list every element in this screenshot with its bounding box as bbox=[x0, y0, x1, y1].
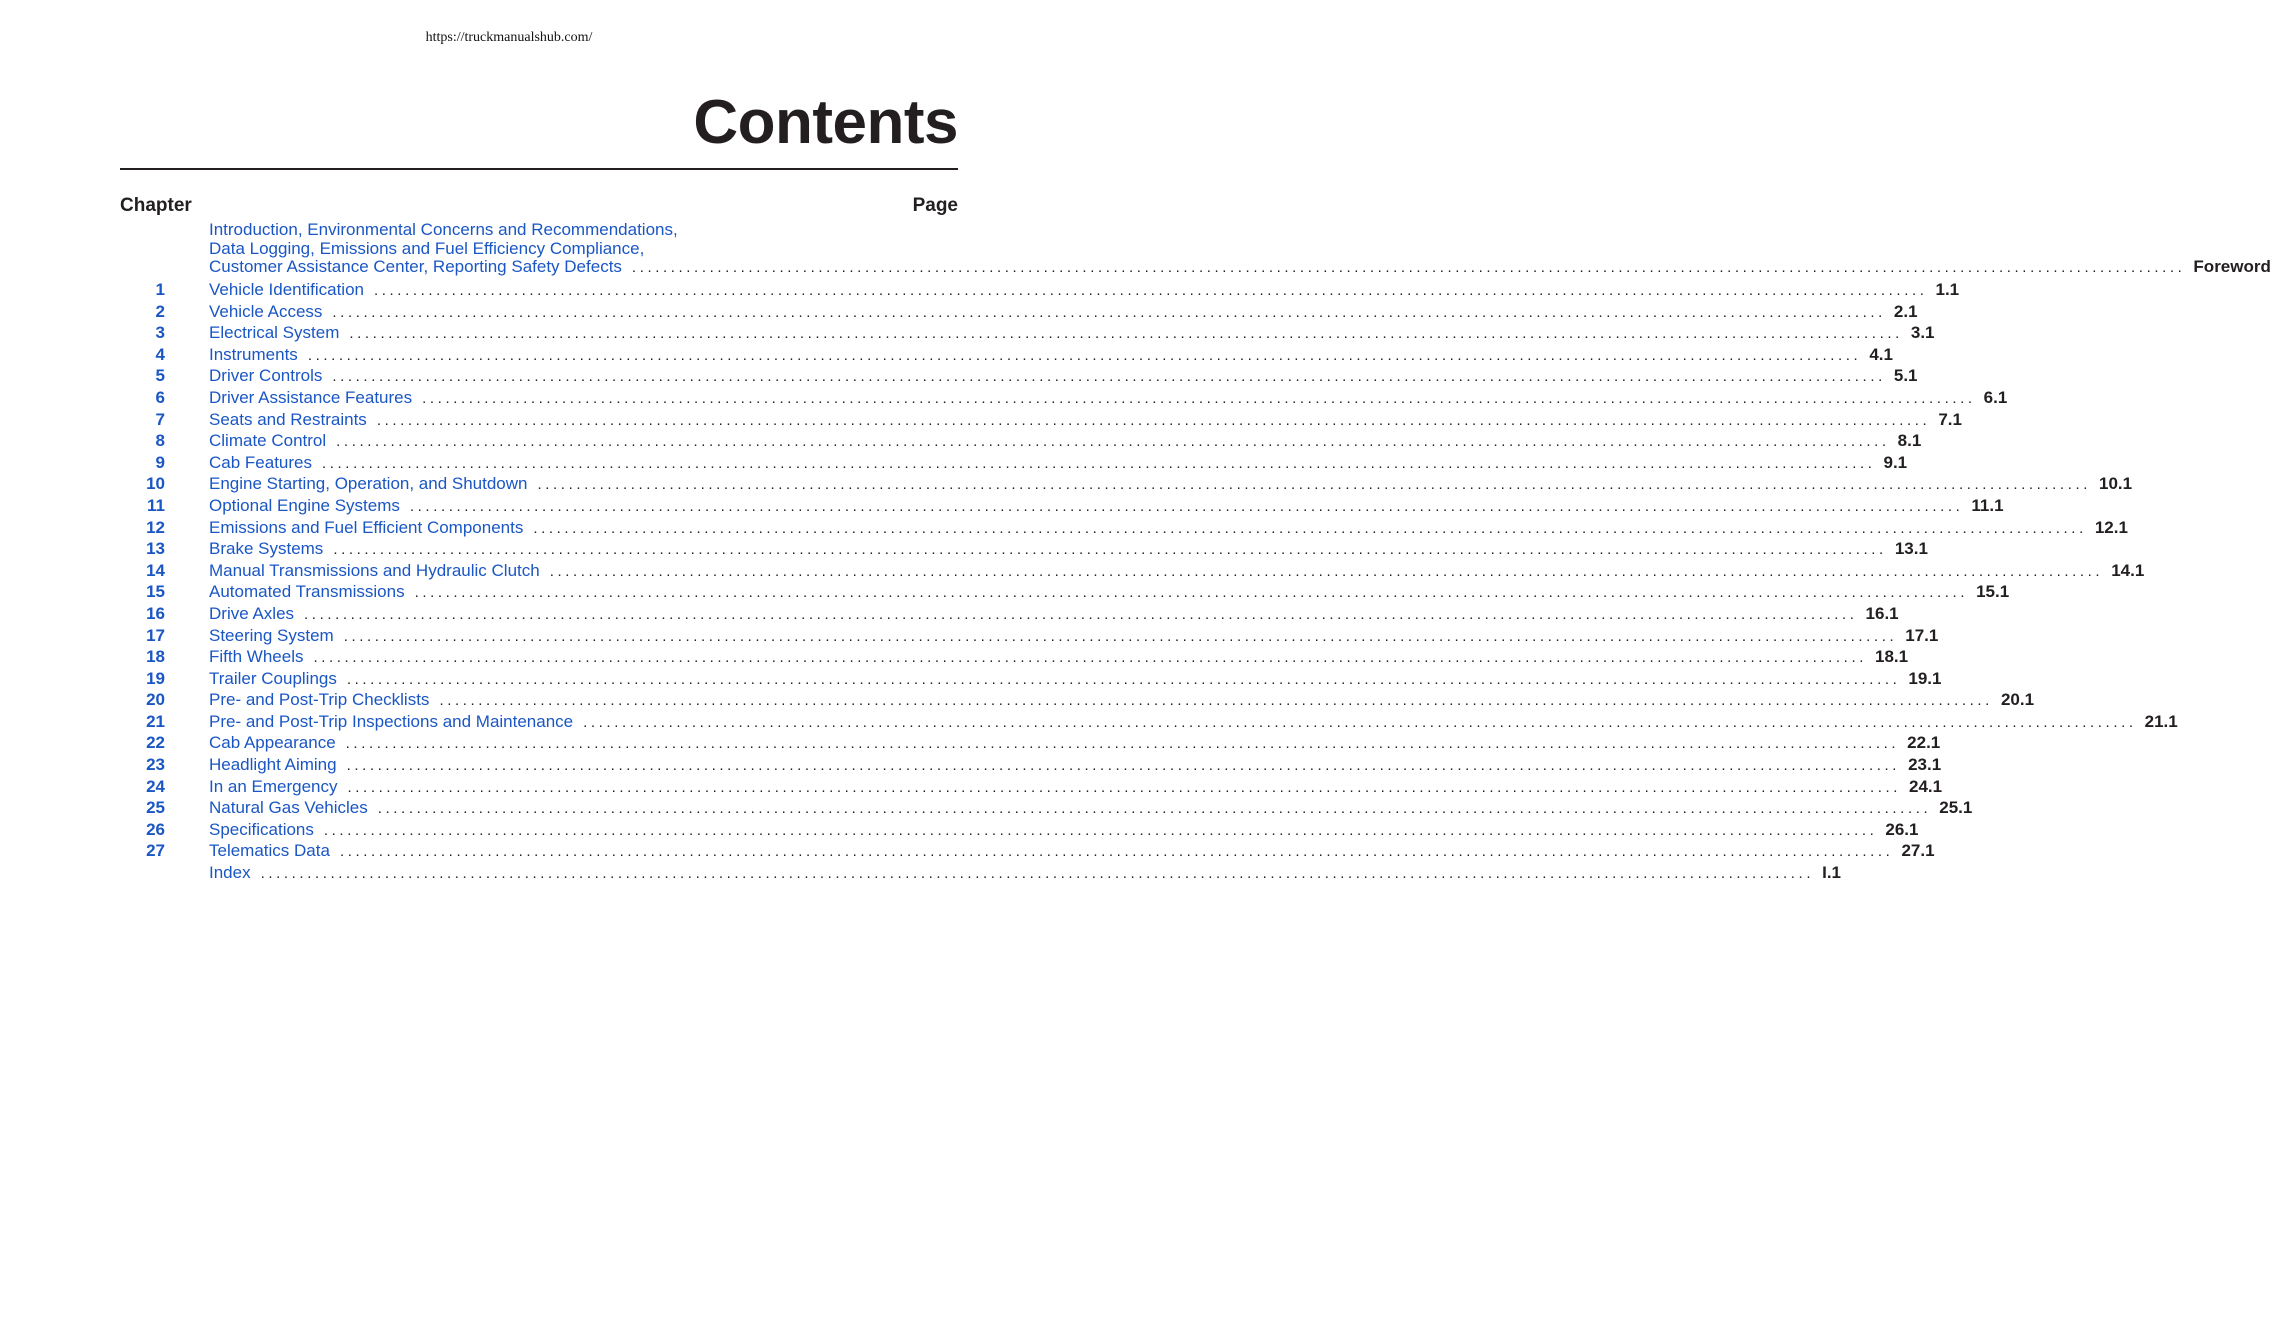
chapter-number: 22 bbox=[146, 733, 165, 753]
chapter-title-link[interactable]: Index bbox=[209, 863, 251, 883]
dot-leader: ........................................................................................................................................................................................................ bbox=[333, 541, 1887, 559]
toc-row[interactable] bbox=[120, 711, 2178, 733]
page-ref: 22.1 bbox=[1907, 733, 1941, 753]
page-ref: 14.1 bbox=[2111, 560, 2145, 580]
dot-leader: ........................................................................................................................................................................................................ bbox=[332, 303, 1886, 321]
chapter-number: 13 bbox=[146, 539, 165, 559]
page-ref: I.1 bbox=[1822, 863, 1841, 883]
dot-leader: ........................................................................................................................................................................................................ bbox=[336, 433, 1890, 451]
chapter-number: 3 bbox=[155, 323, 165, 343]
chapter-title-link[interactable]: Telematics Data bbox=[209, 841, 330, 861]
dot-leader: ........................................................................................................................................................................................................ bbox=[583, 713, 2137, 731]
toc-row[interactable] bbox=[120, 560, 2145, 582]
page-ref: 13.1 bbox=[1894, 539, 1928, 559]
dot-leader: ........................................................................................................................................................................................................ bbox=[537, 476, 2091, 494]
page-ref: 20.1 bbox=[2000, 690, 2035, 710]
page-ref: 11.1 bbox=[1971, 495, 2004, 515]
chapter-title-link[interactable]: Cab Appearance bbox=[209, 733, 336, 753]
page-ref: 23.1 bbox=[1908, 755, 1942, 775]
foreword-page-ref: Foreword bbox=[2193, 257, 2271, 276]
page-ref: 8.1 bbox=[1897, 431, 1922, 451]
chapter-number: 21 bbox=[146, 711, 165, 731]
chapter-title-link[interactable]: Vehicle Identification bbox=[209, 280, 364, 299]
page-title: Contents bbox=[693, 88, 958, 157]
chapter-title-link[interactable]: Automated Transmissions bbox=[209, 582, 405, 602]
toc-row[interactable] bbox=[120, 581, 2010, 603]
chapter-number: 20 bbox=[146, 690, 165, 710]
page-ref: 10.1 bbox=[2099, 474, 2133, 494]
foreword-entry[interactable] bbox=[209, 220, 2271, 278]
dot-leader: ........................................................................................................................................................................................................ bbox=[533, 519, 2087, 537]
dot-leader: ........................................................................................................................................................................................................ bbox=[346, 757, 1901, 775]
toc-row[interactable] bbox=[120, 301, 1918, 323]
toc-row[interactable] bbox=[120, 732, 1941, 754]
page-ref: 18.1 bbox=[1874, 647, 1909, 667]
dot-leader: ........................................................................................................................................................................................................ bbox=[323, 821, 1878, 839]
toc-row[interactable] bbox=[120, 819, 1919, 841]
page-ref: 24.1 bbox=[1909, 776, 1943, 796]
toc-list bbox=[120, 279, 2178, 884]
toc-row[interactable] bbox=[120, 344, 1893, 366]
title-divider bbox=[120, 168, 958, 170]
toc-row[interactable] bbox=[120, 840, 1935, 862]
chapter-number: 8 bbox=[155, 431, 165, 451]
chapter-title-link[interactable]: Electrical System bbox=[209, 323, 340, 343]
chapter-title-link[interactable]: Brake Systems bbox=[209, 539, 324, 559]
chapter-number: 16 bbox=[146, 603, 165, 623]
dot-leader: ........................................................................................................................................................................................................ bbox=[549, 562, 2104, 580]
dot-leader: ........................................................................................................................................................................................................ bbox=[339, 843, 1894, 861]
toc-row[interactable] bbox=[120, 776, 1943, 798]
chapter-title-link[interactable]: Steering System bbox=[209, 625, 334, 645]
chapter-title-link[interactable]: Seats and Restraints bbox=[209, 409, 367, 429]
page-ref: 16.1 bbox=[1865, 603, 1899, 623]
dot-leader: ........................................................................................................................................................................................................ bbox=[313, 649, 1867, 667]
dot-leader: ........................................................................................................................................................................................................ bbox=[307, 346, 1862, 364]
chapter-title-link[interactable]: Headlight Aiming bbox=[209, 755, 337, 775]
dot-leader: ........................................................................................................................................................................................................ bbox=[345, 735, 1900, 753]
page-ref: 12.1 bbox=[2094, 517, 2128, 537]
toc-row[interactable] bbox=[120, 603, 1899, 625]
chapter-number: 4 bbox=[155, 344, 165, 364]
toc-row[interactable] bbox=[120, 387, 2008, 409]
dot-leader: ........................................................................................................................................................................................................ bbox=[332, 368, 1886, 386]
chapter-title-link[interactable]: In an Emergency bbox=[209, 776, 338, 796]
dot-leader: ........................................................................................................................................................................................................ bbox=[631, 259, 2186, 276]
page-ref: 7.1 bbox=[1938, 409, 1962, 429]
toc-row[interactable] bbox=[120, 279, 1960, 301]
toc-row[interactable] bbox=[120, 646, 1909, 668]
toc-row[interactable] bbox=[120, 862, 1841, 884]
dot-leader: ........................................................................................................................................................................................................ bbox=[374, 282, 1928, 299]
page-ref: 26.1 bbox=[1885, 819, 1919, 839]
chapter-title-link[interactable]: Specifications bbox=[209, 819, 314, 839]
chapter-title-link[interactable]: Pre- and Post-Trip Checklists bbox=[209, 690, 430, 710]
foreword-line[interactable]: Customer Assistance Center, Reporting Safety Defects bbox=[209, 257, 622, 276]
toc-row[interactable] bbox=[120, 495, 2004, 517]
chapter-title-link[interactable]: Drive Axles bbox=[209, 603, 295, 623]
page-ref: 6.1 bbox=[1983, 387, 2008, 407]
chapter-number: 5 bbox=[155, 366, 165, 386]
chapter-title-link[interactable]: Trailer Couplings bbox=[209, 668, 337, 688]
chapter-title-link[interactable]: Pre- and Post-Trip Inspections and Maintenance bbox=[209, 711, 574, 731]
chapter-number: 15 bbox=[146, 582, 165, 602]
toc-row[interactable] bbox=[120, 322, 1935, 344]
toc-row[interactable] bbox=[120, 689, 2035, 711]
dot-leader: ........................................................................................................................................................................................................ bbox=[260, 865, 1815, 883]
chapter-title-link[interactable]: Natural Gas Vehicles bbox=[209, 798, 368, 818]
chapter-number: 18 bbox=[146, 647, 165, 667]
dot-leader: ........................................................................................................................................................................................................ bbox=[322, 454, 1876, 472]
chapter-number: 11 bbox=[147, 495, 165, 515]
chapter-title-link[interactable]: Instruments bbox=[209, 344, 298, 364]
page-ref: 5.1 bbox=[1893, 366, 1918, 386]
toc-row[interactable] bbox=[120, 668, 1942, 690]
dot-leader: ........................................................................................................................................................................................................ bbox=[304, 605, 1858, 623]
page-ref: 19.1 bbox=[1908, 668, 1942, 688]
chapter-number: 23 bbox=[146, 755, 165, 775]
chapter-number: 19 bbox=[146, 668, 165, 688]
chapter-number: 6 bbox=[155, 387, 165, 407]
page-ref: 21.1 bbox=[2144, 711, 2178, 731]
chapter-number: 1 bbox=[155, 280, 165, 299]
dot-leader: ........................................................................................................................................................................................................ bbox=[347, 778, 1902, 796]
page-ref: 17.1 bbox=[1905, 625, 1939, 645]
chapter-number: 27 bbox=[146, 841, 165, 861]
chapter-title-link[interactable]: Emissions and Fuel Efficient Components bbox=[209, 517, 524, 537]
dot-leader: ........................................................................................................................................................................................................ bbox=[377, 800, 1932, 818]
page-ref: 4.1 bbox=[1869, 344, 1893, 364]
toc-row[interactable] bbox=[120, 754, 1942, 776]
toc-row[interactable] bbox=[120, 797, 1973, 819]
page-ref: 1.1 bbox=[1935, 280, 1960, 299]
chapter-title-link[interactable]: Climate Control bbox=[209, 431, 327, 451]
toc-row[interactable] bbox=[120, 409, 1962, 431]
dot-leader: ........................................................................................................................................................................................................ bbox=[376, 411, 1931, 429]
toc-row[interactable] bbox=[120, 473, 2133, 495]
chapter-number: 14 bbox=[146, 560, 165, 580]
dot-leader: ........................................................................................................................................................................................................ bbox=[349, 325, 1903, 343]
toc-row[interactable] bbox=[120, 430, 1922, 452]
chapter-number: 2 bbox=[155, 301, 165, 321]
chapter-number: 17 bbox=[146, 625, 165, 645]
chapter-number: 26 bbox=[146, 819, 165, 839]
page-ref: 3.1 bbox=[1910, 323, 1935, 343]
chapter-title-link[interactable]: Fifth Wheels bbox=[209, 647, 304, 667]
chapter-number: 24 bbox=[146, 776, 165, 796]
chapter-title-link[interactable]: Driver Assistance Features bbox=[209, 387, 413, 407]
dot-leader: ........................................................................................................................................................................................................ bbox=[343, 627, 1898, 645]
dot-leader: ........................................................................................................................................................................................................ bbox=[346, 670, 1901, 688]
page-ref: 9.1 bbox=[1883, 452, 1908, 472]
page-ref: 2.1 bbox=[1893, 301, 1918, 321]
chapter-title-link[interactable]: Manual Transmissions and Hydraulic Clutch bbox=[209, 560, 540, 580]
chapter-number: 10 bbox=[146, 474, 165, 494]
chapter-number: 25 bbox=[146, 798, 165, 818]
dot-leader: ........................................................................................................................................................................................................ bbox=[439, 692, 1993, 710]
toc-row[interactable] bbox=[120, 625, 1939, 647]
chapter-title-link[interactable]: Driver Controls bbox=[209, 366, 323, 386]
foreword-line[interactable]: Introduction, Environmental Concerns and Recommendations, bbox=[209, 220, 678, 239]
chapter-title-link[interactable]: Optional Engine Systems bbox=[209, 495, 400, 515]
chapter-number: 9 bbox=[155, 452, 165, 472]
page-ref: 27.1 bbox=[1901, 841, 1935, 861]
dot-leader: ........................................................................................................................................................................................................ bbox=[409, 497, 1964, 515]
chapter-number: 7 bbox=[155, 409, 165, 429]
page-column-header: Page bbox=[912, 195, 958, 216]
chapter-title-link[interactable]: Engine Starting, Operation, and Shutdown bbox=[209, 474, 528, 494]
page-ref: 15.1 bbox=[1976, 582, 2010, 602]
chapter-number: 12 bbox=[146, 517, 165, 537]
dot-leader: ........................................................................................................................................................................................................ bbox=[414, 584, 1969, 602]
source-url: https://truckmanualshub.com/ bbox=[425, 30, 593, 45]
toc-row[interactable] bbox=[120, 517, 2128, 539]
toc-row[interactable] bbox=[120, 452, 1908, 474]
toc-row[interactable] bbox=[120, 538, 1928, 560]
chapter-column-header: Chapter bbox=[120, 195, 192, 216]
foreword-line[interactable]: Data Logging, Emissions and Fuel Efficiency Compliance, bbox=[209, 238, 645, 258]
chapter-title-link[interactable]: Vehicle Access bbox=[209, 301, 323, 321]
page-ref: 25.1 bbox=[1939, 798, 1973, 818]
chapter-title-link[interactable]: Cab Features bbox=[209, 452, 312, 472]
dot-leader: ........................................................................................................................................................................................................ bbox=[422, 389, 1976, 407]
toc-row[interactable] bbox=[120, 365, 1918, 387]
